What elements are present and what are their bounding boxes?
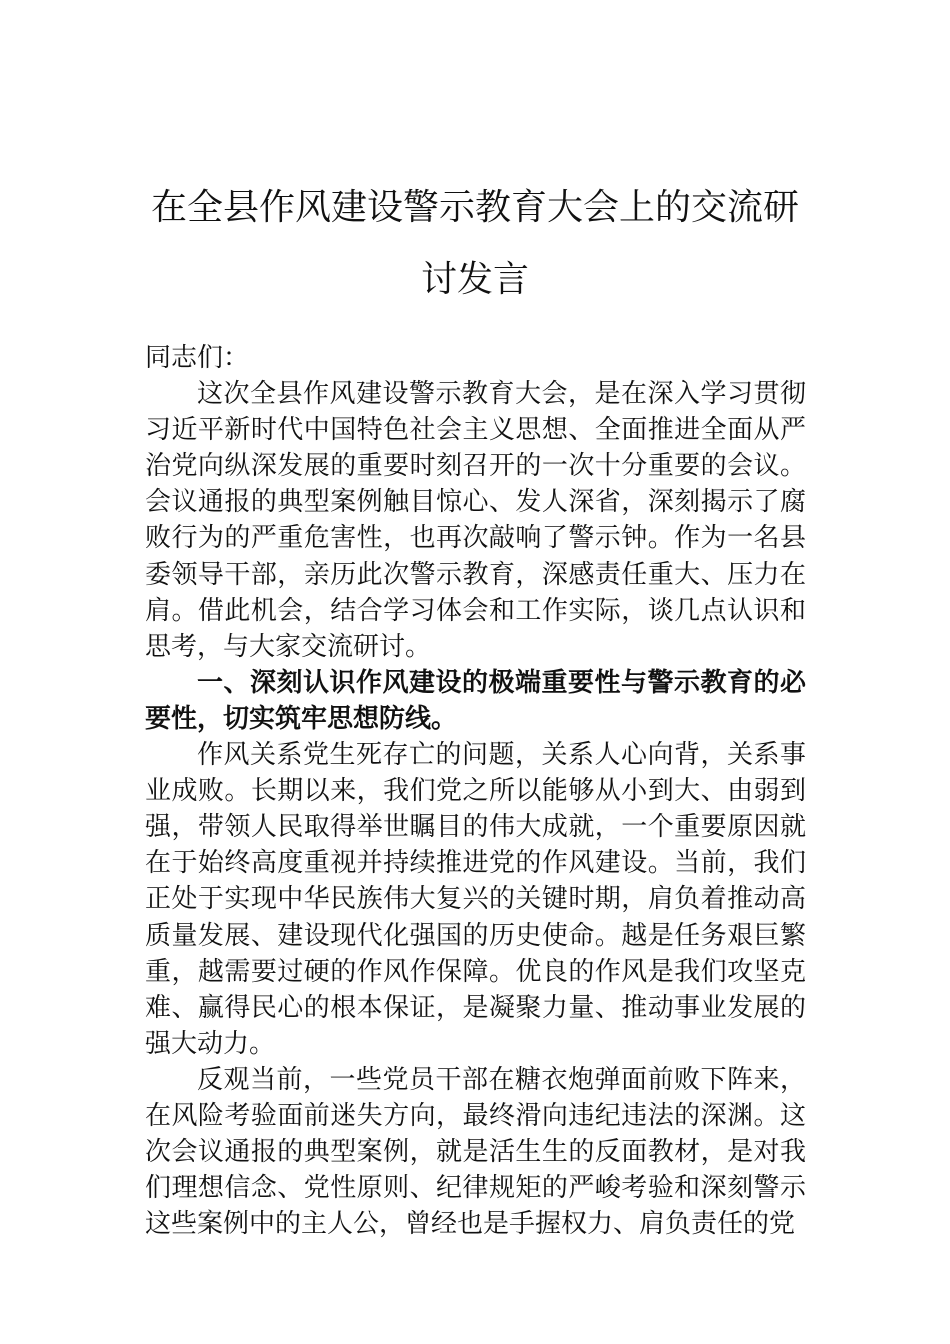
section-heading-1: 一、深刻认识作风建设的极端重要性与警示教育的必要性，切实筑牢思想防线。 — [145, 667, 806, 734]
paragraph-style-importance: 作风关系党生死存亡的问题，关系人心向背，关系事业成败。长期以来，我们党之所以能够从小到大、由弱到强，带领人民取得举世瞩目的伟大成就，一个重要原因就在于始终高度重视并持续推进党的作风建设。当前，我们正处于实现中华民族伟大复兴的关键时期，肩负着推动高质量发展、建设现代化强国的历史使命。越是任务艰巨繁重，越需要过硬的作风作保障。优良的作风是我们攻坚克难、赢得民心的根本保证，是凝聚力量、推动事业发展的强大动力。 — [145, 740, 806, 1059]
document-body — [145, 340, 806, 1242]
paragraph-warning-cases: 反观当前，一些党员干部在糖衣炮弹面前败下阵来，在风险考验面前迷失方向，最终滑向违纪违法的深渊。这次会议通报的典型案例，就是活生生的反面教材，是对我们理想信念、党性原则、纪律规矩的严峻考验和深刻警示这些案例中的主人公，曾经也是手握权力、肩负责任的党 — [145, 1064, 806, 1240]
document-title: 在全县作风建设警示教育大会上的交流研讨发言 — [150, 187, 799, 300]
paragraph-intro: 这次全县作风建设警示教育大会，是在深入学习贯彻习近平新时代中国特色社会主义思想、全面推进全面从严治党向纵深发展的重要时刻召开的一次十分重要的会议。会议通报的典型案例触目惊心、发人深省，深刻揭示了腐败行为的严重危害性，也再次敲响了警示钟。作为一名县委领导干部，亲历此次警示教育，深感责任重大、压力在肩。借此机会，结合学习体会和工作实际，谈几点认识和思考，与大家交流研讨。 — [145, 379, 806, 662]
salutation: 同志们： — [145, 343, 250, 373]
